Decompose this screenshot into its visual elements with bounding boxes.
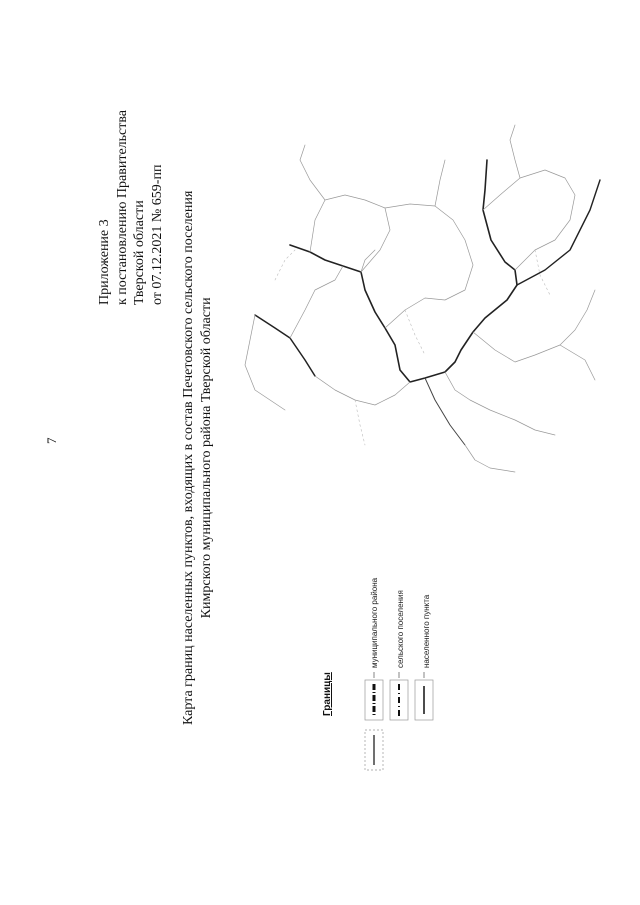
appendix-line-3: Тверской области [132, 200, 147, 305]
settlement-boundary-line [385, 204, 473, 328]
appendix-line-4: от 07.12.2021 № 659-пп [149, 164, 165, 305]
map-title [180, 191, 216, 725]
settlement-boundary-line [473, 290, 595, 362]
district-boundary-line [290, 160, 517, 382]
district-boundary-line [425, 378, 465, 445]
appendix-block [96, 110, 166, 305]
page-number: 7 [44, 437, 59, 444]
settlement-boundary-line [310, 195, 390, 272]
settlement-boundary-line [535, 250, 550, 295]
settlement-boundary-line [315, 376, 410, 405]
settlement-boundary-line [405, 310, 425, 355]
settlement-boundary-line [445, 372, 555, 435]
map-title-line-1: Карта границ населенных пунктов, входящих в состав Печетовского сельского поселения [181, 190, 196, 725]
settlement-boundary-line [510, 125, 520, 178]
settlement-boundary-line [483, 170, 575, 270]
settlement-boundary-line [245, 315, 285, 410]
legend-label-district: муниципального района [370, 577, 379, 668]
settlement-boundary-line [355, 400, 365, 445]
settlement-boundary-line [300, 145, 325, 200]
boundary-map [215, 100, 610, 495]
settlement-boundary-line [560, 345, 595, 380]
appendix-line-1: Приложение 3 [97, 219, 112, 305]
appendix-line-2: к постановлению Правительства [114, 109, 130, 305]
settlement-boundary-line [435, 160, 445, 206]
legend-symbols [335, 660, 445, 775]
map-title-line-2: Кимрского муниципального района Тверской области [199, 297, 214, 619]
legend-heading: Границы [322, 672, 333, 716]
settlement-boundary-line [275, 250, 295, 280]
legend-label-locality: населенного пункта [422, 594, 431, 668]
district-boundary-line [517, 180, 600, 285]
district-boundary-line [255, 315, 315, 376]
legend-label-rural-settlement: сельского поселения [396, 590, 405, 668]
settlement-boundary-line [290, 266, 343, 338]
settlement-boundary-line [361, 250, 375, 272]
settlement-boundary-line [465, 445, 515, 472]
